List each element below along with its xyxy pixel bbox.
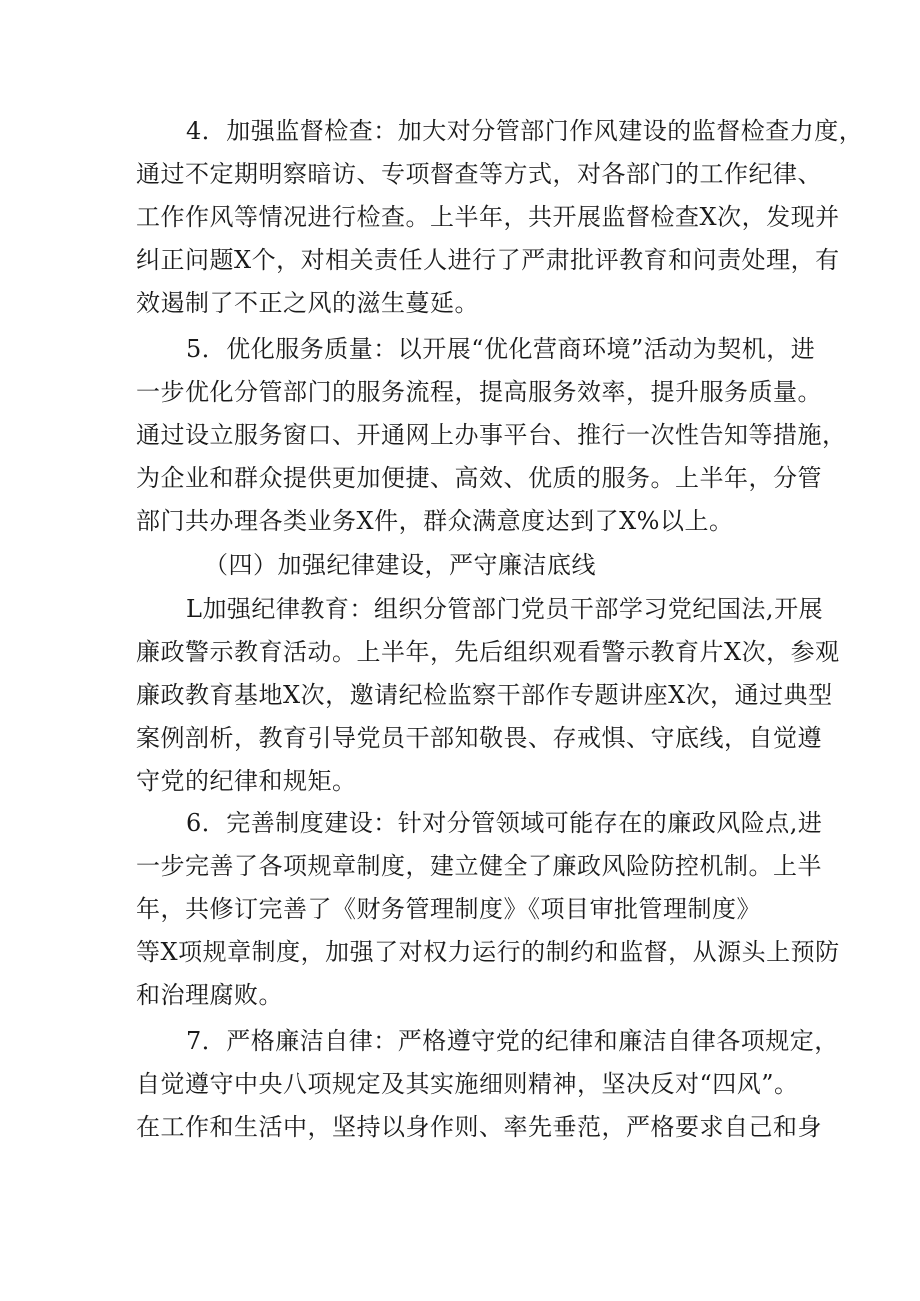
paragraph-item-4 (136, 110, 864, 325)
text-line: 为企业和群众提供更加便捷、高效、优质的服务。上半年，分管 (136, 464, 822, 492)
text-line: 部门共办理各类业务X件，群众满意度达到了X%以上。 (136, 507, 734, 535)
paragraph-item-6 (136, 802, 840, 1017)
text-line: 7．严格廉洁自律：严格遵守党的纪律和廉洁自律各项规定， (186, 1027, 839, 1055)
text-line: 廉政警示教育活动。上半年，先后组织观看警示教育片X次，参观 (136, 638, 840, 666)
text-line: 廉政教育基地X次，邀请纪检监察干部作专题讲座X次，通过典型 (136, 681, 833, 709)
text-line: L加强纪律教育：组织分管部门党员干部学习党纪国法,开展 (186, 595, 824, 623)
paragraph-item-l (136, 588, 840, 803)
text-line: 一步优化分管部门的服务流程，提高服务效率，提升服务质量。 (136, 378, 822, 406)
text-line: 4．加强监督检查：加大对分管部门作风建设的监督检查力度， (186, 117, 864, 145)
paragraph-item-7 (136, 1020, 839, 1149)
text-line: 年，共修订完善了《财务管理制度》《项目审批管理制度》 (136, 895, 761, 923)
text-line: 守党的纪律和规矩。 (136, 767, 357, 795)
text-line: 效遏制了不正之风的滋生蔓延。 (136, 289, 479, 317)
text-line: 通过不定期明察暗访、专项督查等方式，对各部门的工作纪律、 (136, 160, 822, 188)
text-line: 6．完善制度建设：针对分管领域可能存在的廉政风险点,进 (186, 809, 823, 837)
text-line: 纠正问题X个，对相关责任人进行了严肃批评教育和问责处理，有 (136, 246, 840, 274)
text-line: 通过设立服务窗口、开通网上办事平台、推行一次性告知等措施， (136, 421, 847, 449)
section-heading: （四）加强纪律建设，严守廉洁底线 (204, 551, 596, 579)
text-line: 5．优化服务质量：以开展“优化营商环境”活动为契机，进 (186, 335, 816, 363)
paragraph-item-5 (136, 328, 847, 543)
text-line: 案例剖析，教育引导党员干部知敬畏、存戒惧、守底线，自觉遵 (136, 724, 822, 752)
text-line: 等X项规章制度，加强了对权力运行的制约和监督，从源头上预防 (136, 938, 840, 966)
text-line: 一步完善了各项规章制度，建立健全了廉政风险防控机制。上半 (136, 852, 822, 880)
text-line: 在工作和生活中，坚持以身作则、率先垂范，严格要求自己和身 (136, 1113, 822, 1141)
text-line: 自觉遵守中央八项规定及其实施细则精神，坚决反对“四风”。 (136, 1070, 799, 1098)
text-line: 工作作风等情况进行检查。上半年，共开展监督检查X次，发现并 (136, 203, 840, 231)
text-line: 和治理腐败。 (136, 981, 283, 1009)
